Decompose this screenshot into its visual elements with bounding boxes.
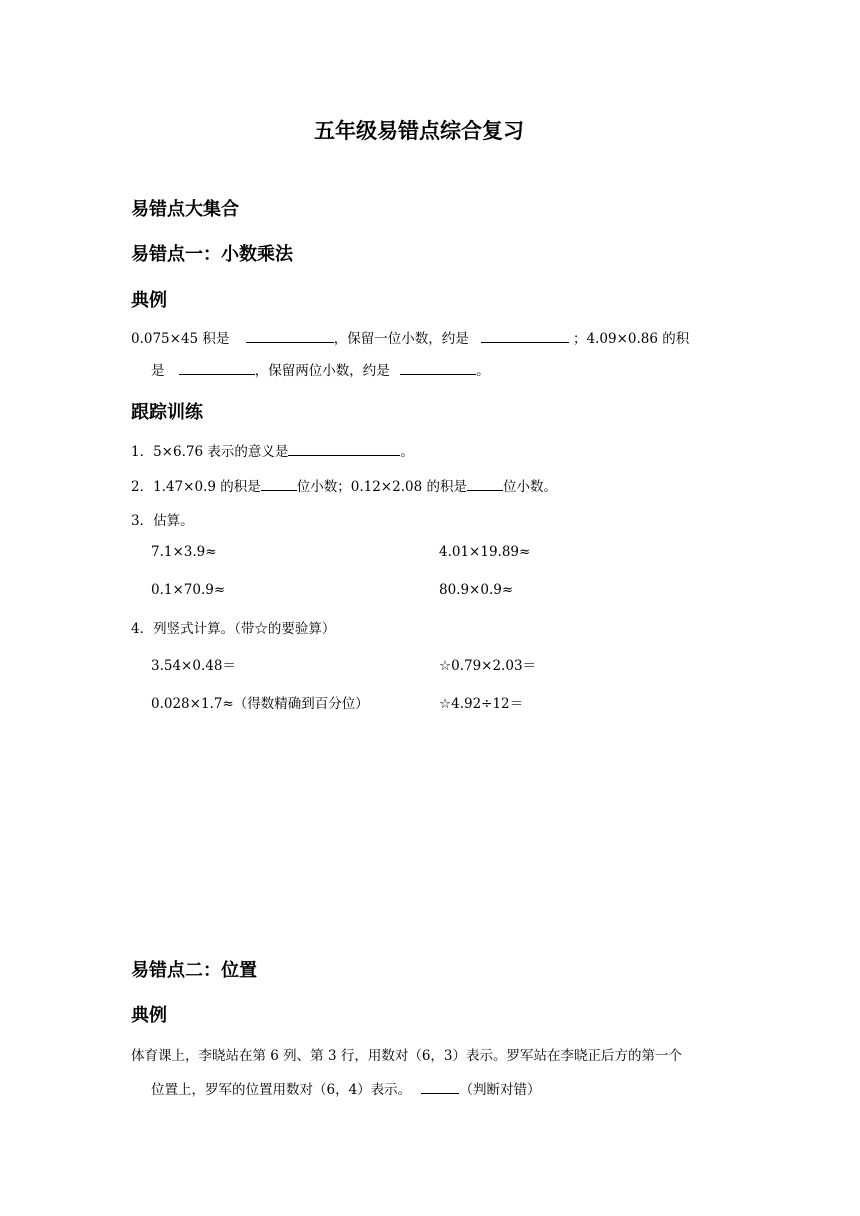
example1-text-b: ，保留一位小数，约是 [333,331,469,347]
example1-line1 [131,327,689,347]
q2-text-b: 位小数；0.12×2.08 的积是 [296,479,467,495]
answer-blank[interactable] [400,362,476,375]
q3-item: 80.9×0.9≈ [439,582,514,598]
q3-item: 0.1×70.9≈ [151,582,226,598]
answer-blank[interactable] [179,362,255,375]
example2-text-b: （判断对错） [459,1082,541,1098]
q4-item: 3.54×0.48＝ [151,658,236,674]
q3-item: 7.1×3.9≈ [151,544,217,560]
question-2 [131,475,557,495]
example1-text-e: ，保留两位小数，约是 [254,363,390,379]
page-title: 五年级易错点综合复习 [314,119,524,143]
q4-item: ☆4.92÷12＝ [439,696,524,712]
q4-item: 0.028×1.7≈（得数精确到百分位） [151,696,369,712]
answer-blank[interactable] [481,330,569,343]
answer-blank[interactable] [261,478,297,491]
answer-blank[interactable] [421,1081,459,1094]
question-1 [131,440,414,460]
example2-line1: 体育课上，李晓站在第 6 列、第 3 行，用数对（6，3）表示。罗军站在李晓正后方的第一个 [131,1048,683,1064]
question-4: 4．列竖式计算。（带☆的要验算） [131,621,336,637]
section-heading-collection: 易错点大集合 [131,199,239,220]
section-heading-point2: 易错点二：位置 [131,960,257,981]
example1-line2 [151,359,490,379]
q4-item: ☆0.79×2.03＝ [439,658,537,674]
q1-text: 1．5×6.76 表示的意义是 [131,444,289,460]
practice-heading: 跟踪训练 [131,402,203,423]
example1-text-f: 。 [476,363,490,379]
question-3: 3．估算。 [131,513,194,529]
example2-text-a: 位置上，罗军的位置用数对（6，4）表示。 [151,1082,412,1098]
q2-text-a: 2．1.47×0.9 的积是 [131,479,261,495]
example2-line2 [151,1078,540,1098]
q2-text-c: 位小数。 [502,479,557,495]
q3-item: 4.01×19.89≈ [439,544,531,560]
q1-end: 。 [400,444,414,460]
section-heading-point1: 易错点一：小数乘法 [131,244,293,265]
example-heading-1: 典例 [131,290,167,311]
answer-blank[interactable] [467,478,503,491]
example1-text-a: 0.075×45 积是 [131,331,230,347]
example-heading-2: 典例 [131,1005,167,1026]
answer-blank[interactable] [288,443,400,456]
answer-blank[interactable] [246,330,334,343]
example1-text-d: 是 [151,363,165,379]
example1-text-c: ；4.09×0.86 的积 [573,331,690,347]
